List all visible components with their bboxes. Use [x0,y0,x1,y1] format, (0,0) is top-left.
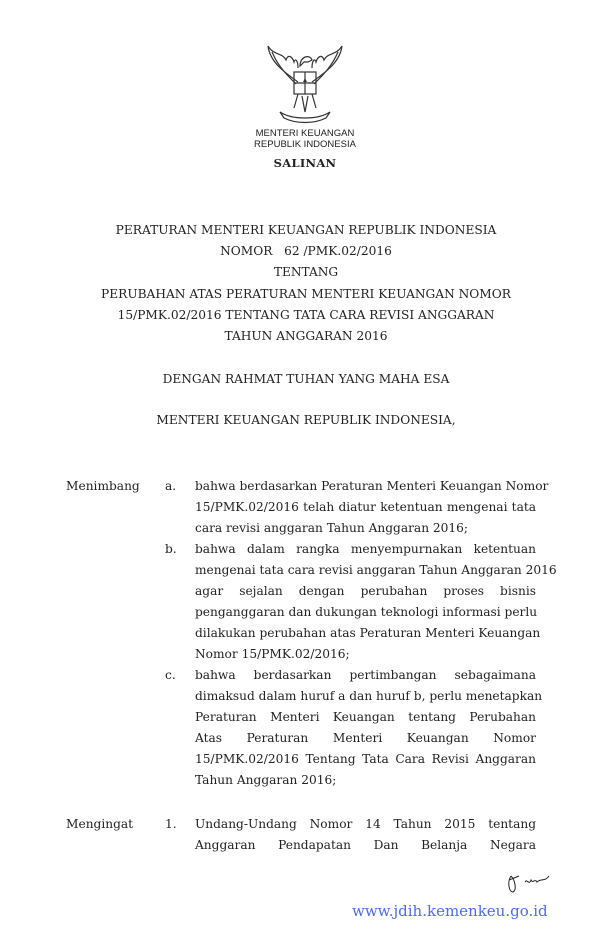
institution-line-1: MENTERI KEUANGAN [255,128,355,139]
text-line: Anggaran Pendapatan Dan Belanja Negara [195,838,536,852]
mengingat-label: Mengingat [66,817,134,831]
title-line-1: PERATURAN MENTERI KEUANGAN REPUBLIK INDONESIA [115,223,497,237]
text-line: Undang-Undang Nomor 14 Tahun 2015 tentang [195,817,536,831]
text-line: agar sejalan dengan perubahan proses bisnis [195,584,536,598]
title-line-6: TAHUN ANGGARAN 2016 [224,329,388,343]
text-line: Atas Peraturan Menteri Keuangan Nomor [195,731,536,745]
website-link[interactable]: www.jdih.kemenkeu.go.id [352,902,548,920]
mengingat-marker-1: 1. [165,817,177,831]
text-line: 15/PMK.02/2016 telah diatur ketentuan mengenai tata [195,500,536,514]
institution-line-2: REPUBLIK INDONESIA [254,139,356,150]
text-line: dilakukan perubahan atas Peraturan Menteri Keuangan [195,626,541,640]
text-line: Tahun Anggaran 2016; [195,773,337,787]
menimbang-label: Menimbang [66,479,140,493]
menimbang-marker-b: b. [165,542,177,556]
text-line: bahwa berdasarkan Peraturan Menteri Keuangan Nomor [195,479,549,493]
text-line: cara revisi anggaran Tahun Anggaran 2016; [195,521,469,535]
issuer: MENTERI KEUANGAN REPUBLIK INDONESIA, [156,413,456,427]
title-tentang: TENTANG [273,265,339,279]
text-line: bahwa berdasarkan pertimbangan sebagaimana [195,668,536,682]
copy-label: SALINAN [273,156,337,170]
garuda-emblem [264,42,346,130]
initials-signature [505,872,555,896]
text-line: Nomor 15/PMK.02/2016; [195,647,350,661]
title-line-5: 15/PMK.02/2016 TENTANG TATA CARA REVISI ANGGARAN [117,308,495,322]
preamble: DENGAN RAHMAT TUHAN YANG MAHA ESA [162,372,450,386]
text-line: dimaksud dalam huruf a dan huruf b, perlu menetapkan [195,689,543,703]
menimbang-marker-c: c. [165,668,176,682]
title-number: NOMOR 62 /PMK.02/2016 [220,244,392,258]
text-line: 15/PMK.02/2016 Tentang Tata Cara Revisi Anggaran [195,752,536,766]
menimbang-marker-a: a. [165,479,177,493]
text-line: mengenai tata cara revisi anggaran Tahun Anggaran 2016 [195,563,557,577]
title-line-4: PERUBAHAN ATAS PERATURAN MENTERI KEUANGAN NOMOR [101,287,511,301]
text-line: penganggaran dan dukungan teknologi informasi perlu [195,605,538,619]
text-line: bahwa dalam rangka menyempurnakan ketentuan [195,542,536,556]
text-line: Peraturan Menteri Keuangan tentang Perubahan [195,710,536,724]
